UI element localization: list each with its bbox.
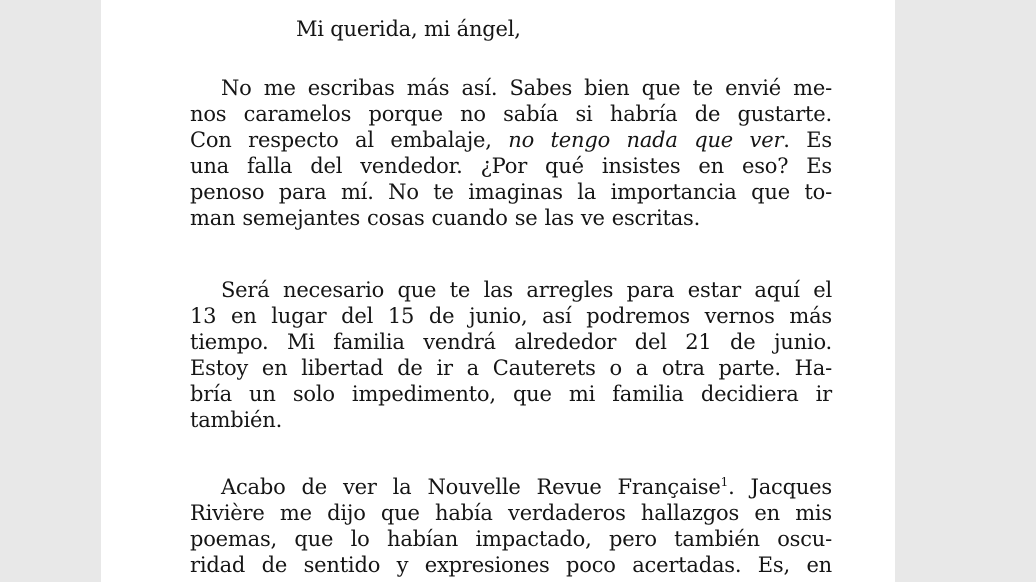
paragraph-1-line-6: man semejantes cosas cuando se las ve escritas. <box>190 206 701 230</box>
paragraph-2-line-5: bría un solo impedimento, que mi familia decidiera ir <box>190 382 832 406</box>
paragraph-1-line-2: nos caramelos porque no sabía si habría de gustarte. <box>190 102 832 126</box>
paragraph-3 <box>190 474 832 578</box>
letter-salutation: Mi querida, mi ángel, <box>296 17 521 41</box>
paragraph-2-line-1: Será necesario que te las arregles para estar aquí el <box>221 278 832 302</box>
paragraph-3-line-3: poemas, que lo habían impactado, pero también oscu- <box>190 527 832 551</box>
paragraph-3-line-1-text-b: . Jacques <box>728 475 832 499</box>
paragraph-1 <box>190 75 832 231</box>
paragraph-1-line-3-italic: no tengo nada que ver <box>508 128 784 152</box>
paragraph-2-line-4: Estoy en libertad de ir a Cauterets o a otra parte. Ha- <box>190 356 832 380</box>
paragraph-3-line-4: ridad de sentido y expresiones poco acertadas. Es, en <box>190 553 832 577</box>
paragraph-3-line-1-text-a: Acabo de ver la Nouvelle Revue Française <box>221 475 721 499</box>
paragraph-1-line-5: penoso para mí. No te imaginas la importancia que to- <box>190 180 832 204</box>
document-page <box>101 0 895 582</box>
paragraph-1-line-1: No me escribas más así. Sabes bien que te envié me- <box>221 76 832 100</box>
paragraph-2-line-3: tiempo. Mi familia vendrá alrededor del 21 de junio. <box>190 330 832 354</box>
footnote-marker: 1 <box>720 475 729 489</box>
paragraph-2-line-6: también. <box>190 408 283 432</box>
paragraph-1-line-3-text-a: Con respecto al embalaje, <box>190 128 509 152</box>
paragraph-1-line-4: una falla del vendedor. ¿Por qué insistes en eso? Es <box>190 154 832 178</box>
paragraph-3-line-1 <box>190 474 832 500</box>
paragraph-2 <box>190 277 832 433</box>
paragraph-1-line-3 <box>190 127 832 153</box>
paragraph-3-line-2: Rivière me dijo que había verdaderos hallazgos en mis <box>190 501 832 525</box>
paragraph-2-line-2: 13 en lugar del 15 de junio, así podremos vernos más <box>190 304 832 328</box>
paragraph-1-line-3-text-b: . Es <box>783 128 832 152</box>
